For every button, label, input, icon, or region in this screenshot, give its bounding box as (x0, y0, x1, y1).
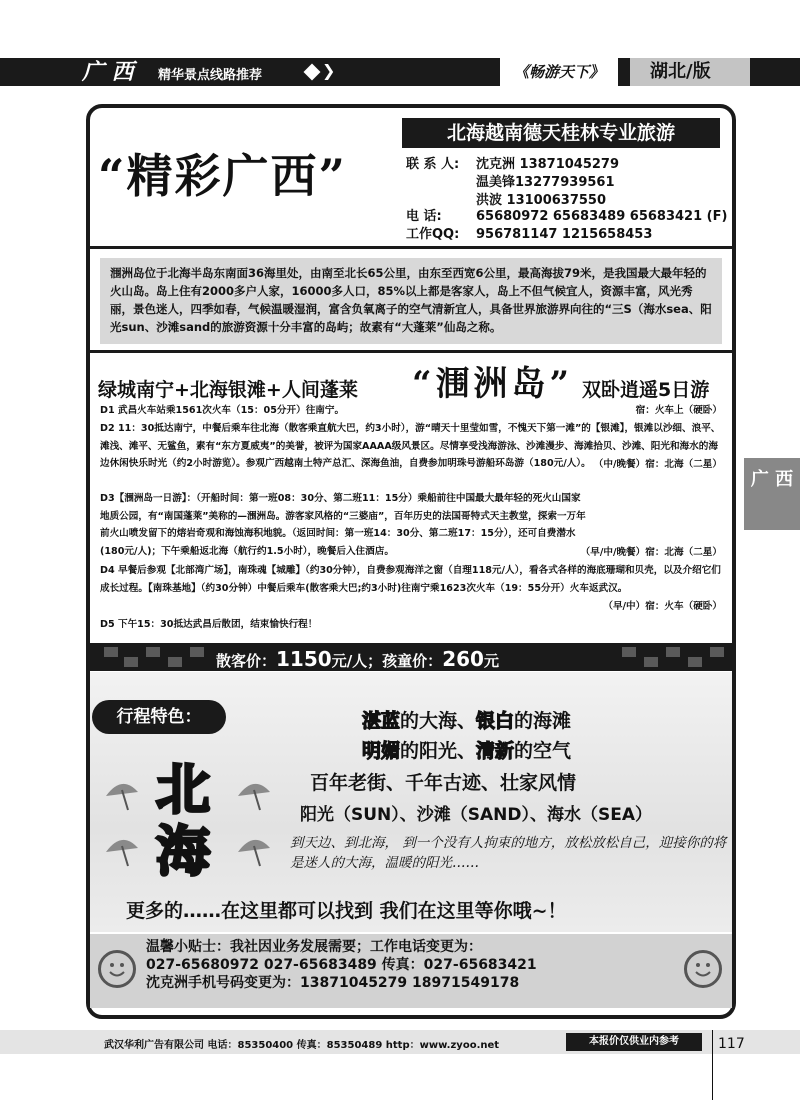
smiley-icon (684, 950, 722, 988)
itinerary-day-4 (100, 562, 722, 616)
contact-label: 联 系 人: (406, 157, 460, 172)
itinerary-lodging: （早/中/晚餐）宿：北海（二星） (580, 547, 722, 558)
umbrella-icon (234, 834, 274, 868)
feature-line-4: 阳光（SUN）、沙滩（SAND）、海水（SEA） (300, 805, 653, 825)
itinerary-day-3 (100, 490, 722, 562)
feature-line-3: 百年老街、千年古迹、壮家风情 (310, 772, 577, 794)
closing-slogan: 更多的……在这里都可以找到 我们在这里等你哦~！ (126, 900, 567, 922)
itinerary-lodging: （早/中）宿：火车（硬卧） (603, 598, 722, 616)
umbrella-icon (234, 778, 274, 812)
route-duration: 双卧逍遥5日游 (582, 379, 710, 401)
umbrella-icon (102, 834, 142, 868)
poem-text: 到天边、到北海， 到一个没有人拘束的地方，放松放松自己，迎接你的将是迷人的大海，温暖的阳光…… (290, 835, 727, 871)
phone-numbers: 65680972 65683489 65683421 (F) (476, 209, 728, 224)
magazine-name: 《畅游天下》 (500, 58, 618, 86)
smiley-icon (98, 950, 136, 988)
qq-label: 工作QQ: (406, 227, 460, 242)
child-price-label: 孩童价： (382, 652, 443, 670)
adult-price-unit: 元/人； (331, 652, 383, 670)
contact-1: 沈克洲 13871045279 (476, 157, 620, 172)
itinerary-day-2 (100, 420, 722, 474)
adult-price-label: 散客价： (216, 652, 277, 670)
agency-name: 北海越南德天桂林专业旅游 (402, 118, 720, 148)
divider (90, 350, 732, 353)
itinerary-text: D4 早餐后参观【北部湾广场】，南珠魂【城雕】（约30分钟），自费参观海洋之窗（自理118元/人），看各式各样的海底珊瑚和贝壳，以及介绍它们成长过程。【南珠基地】（约30分钟）中餐后乘车(散客乘大巴;约3小时)往南宁乘1623次火车（19：55分开）火车返武汉。 (100, 565, 721, 594)
itinerary-text: D1 武昌火车站乘1561次火车（15：05分开）往南宁。 (100, 405, 345, 416)
header-band (0, 58, 800, 86)
chevron-right-icon: ❯ (322, 61, 336, 80)
adult-price: 1150 (276, 647, 332, 671)
itinerary-text: D3【涠洲岛一日游】：（开船时间：第一班08：30分、第二班11：15分）乘船前往中国最大最年轻的死火山国家地质公园，有“南国蓬莱”美称的—涠洲岛。游客家风格的“三婆庙”，百年历史的法国哥特式天主教堂，探索一万年前火山喷发留下的熔岩奇观和海蚀海积地貌。（返回时间：第一班14：30分、第二班17：15分），还可自费潜水(180元/人)；下午乘船返北海（航行约1.5小时），晚餐后入住酒店。 (100, 493, 586, 557)
header-logo: 广 西 (82, 59, 134, 85)
tips-line-3: 沈克洲手机号码变更为：13871045279 18971549178 (146, 975, 520, 991)
tips-line-1: 温馨小贴士：我社因业务发展需要；工作电话变更为： (146, 939, 482, 955)
itinerary-day-1 (100, 402, 722, 420)
header-subtitle: 精华景点线路推荐 (158, 68, 263, 83)
diamond-icon (304, 64, 321, 81)
divider (90, 246, 732, 249)
itinerary-text: D2 11：30抵达南宁，中餐后乘车往北海（散客乘直航大巴，约3小时），游“晴天十里莹如雪，不愧天下第一滩”的【银滩】，银滩以沙细、浪平、滩浅、滩平、无鲨鱼，素有“东方夏威夷”的美誉，被评为国家AAAA级风景区。尽情享受浅海游泳、沙滩漫步、海滩拾贝、沙滩、阳光和海水的海边休闲快乐时光（约2小时游览）。参观广西越南土特产总汇、深海鱼油，自费参加明珠号游船环岛游（180元/人）。 (100, 423, 721, 469)
itinerary-lodging: （中/晚餐）宿：北海（二星） (594, 456, 722, 474)
child-price: 260 (442, 647, 484, 671)
edition-label: 湖北/版 (630, 58, 750, 86)
umbrella-icon (102, 778, 142, 812)
feature-line-1: 湛蓝的大海、银白的海滩 (362, 710, 572, 732)
price-info (216, 647, 499, 671)
qq-numbers: 956781147 1215658453 (476, 227, 653, 242)
divider (712, 1030, 713, 1100)
contact-2: 温美锋13277939561 (476, 175, 615, 190)
route-title: 绿城南宁+北海银滩+人间蓬莱 (98, 379, 358, 401)
beihai-char-bei: 北 (156, 757, 210, 821)
intro-paragraph: 涠洲岛位于北海半岛东南面36海里处，由南至北长65公里，由东至西宽6公里，最高海拔79米，是我国最大最年轻的火山岛。岛上住有2000多户人家，16000多人口，85%以上都是客家人，岛上不但气候宜人，资源丰富，风光秀丽，景色迷人，四季如春，气候温暖湿润，富含负氧离子的空气清新宜人，具备世界旅游界向往的“三S（海水sea、阳光sun、沙滩sand的旅游资源十分丰富的岛屿；故素有“大蓬莱”仙岛之称。 (100, 258, 722, 344)
phone-label: 电 话: (406, 209, 442, 224)
contact-3: 洪波 13100637550 (476, 193, 607, 208)
island-name: “涠洲岛” (412, 364, 574, 404)
footer-company: 武汉华利广告有限公司 电话：85350400 传真：85350489 http：www.zyoo.net (104, 1040, 500, 1051)
side-tab-guangxi: 广 西 (744, 458, 800, 530)
page-number: 117 (718, 1036, 745, 1052)
beihai-char-hai: 海 (156, 819, 210, 883)
itinerary-day-5 (100, 616, 722, 634)
page-title: “精彩广西” (98, 149, 347, 203)
itinerary-lodging: 宿：火车上（硬卧） (635, 405, 722, 416)
child-price-unit: 元 (483, 652, 499, 670)
footer-note: 本报价仅供业内参考 (566, 1033, 702, 1051)
feature-line-2: 明媚的阳光、清新的空气 (362, 740, 572, 762)
itinerary-text: D5 下午15：30抵达武昌后散团，结束愉快行程！ (100, 619, 318, 630)
features-badge: 行程特色： (92, 700, 226, 734)
tips-text (146, 938, 537, 992)
tips-line-2: 027-65680972 027-65683489 传真：027-65683421 (146, 957, 537, 973)
